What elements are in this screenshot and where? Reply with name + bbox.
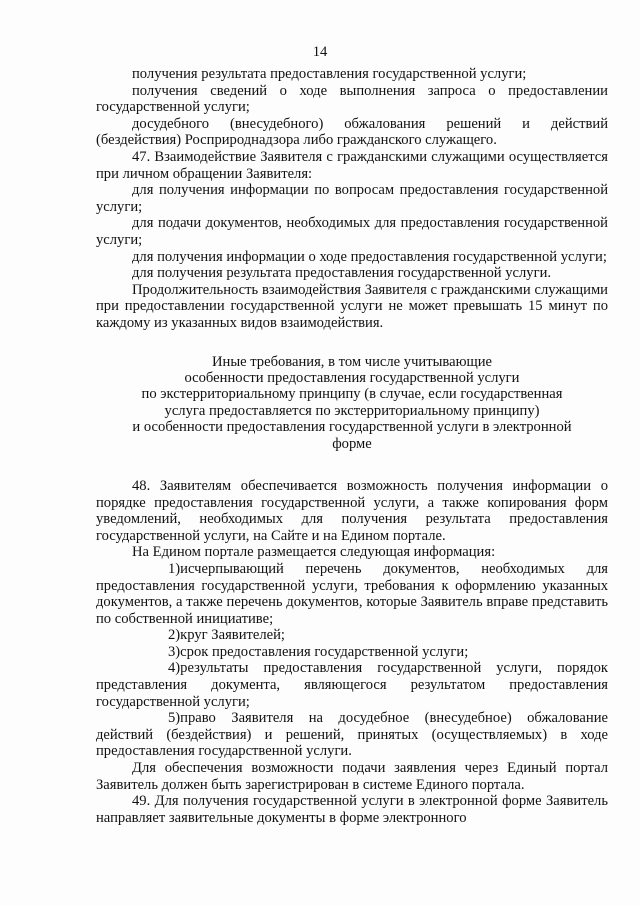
paragraph: для подачи документов, необходимых для предоставления государственной услуги; [96, 215, 608, 248]
list-item-number: 5) [168, 710, 181, 727]
paragraph: Для обеспечения возможности подачи заявления через Единый портал Заявитель должен быть зарегистрирован в системе Единого портала. [96, 760, 608, 793]
section-heading [96, 354, 608, 452]
list-item [96, 710, 608, 760]
list-item-number: 4) [168, 660, 181, 677]
document-body [96, 66, 608, 826]
paragraph: получения результата предоставления государственной услуги; [132, 66, 527, 82]
heading-line: Иные требования, в том числе учитывающие [211, 353, 493, 370]
list-item-text: исчерпывающий перечень документов, необходимых для предоставления государственной услуги, требования к оформлению указанных документов, а также перечень документов, которые Заявитель вправе представить по собственной инициативе; [96, 560, 608, 627]
heading-line: особенности предоставления государственной услуги [184, 369, 520, 386]
list-item [96, 561, 608, 627]
paragraph: досудебного (внесудебного) обжалования решений и действий (бездействия) Росприроднадзора либо гражданского служащего. [96, 115, 608, 149]
list-item [96, 627, 608, 644]
paragraph: получения сведений о ходе выполнения запроса о предоставлении государственной услуги; [96, 82, 608, 116]
list-item [96, 644, 608, 661]
paragraph: 48. Заявителям обеспечивается возможность получения информации о порядке предоставления государственной услуги, а также копирования форм уведомлений, необходимых для получения результата предоставления государственной услуги, на Сайте и на Едином портале. [96, 477, 608, 544]
list-item-text: право Заявителя на досудебное (внесудебное) обжалование действий (бездействия) и решений, принятых (осуществляемых) в ходе предоставления государственной услуги. [96, 710, 608, 760]
list-item-text: срок предоставления государственной услуги; [180, 643, 469, 660]
paragraph: для получения информации о ходе предоставления государственной услуги; [132, 248, 607, 265]
page-number: 14 [312, 44, 328, 60]
section-top [96, 66, 608, 332]
heading-line: услуга предоставляется по экстерриториальному принципу) [164, 402, 540, 419]
paragraph: для получения информации по вопросам предоставления государственной услуги; [96, 182, 608, 215]
list-item-number: 3) [168, 643, 181, 660]
list-item [96, 660, 608, 710]
paragraph: Продолжительность взаимодействия Заявителя с гражданскими служащими при предоставлении государственной услуги не может превышать 15 минут по каждому из указанных видов взаимодействия. [96, 281, 608, 331]
heading-line: по экстерриториальному принципу (в случае, если государственная [141, 386, 563, 403]
section-bottom [96, 478, 608, 826]
heading-line: и особенности предоставления государственной услуги в электронной [132, 419, 572, 436]
paragraph: для получения результата предоставления государственной услуги. [132, 265, 552, 282]
paragraph: На Едином портале размещается следующая информация: [132, 544, 496, 561]
heading-line: форме [332, 435, 372, 452]
list-item-number: 2) [168, 627, 181, 644]
paragraph: 49. Для получения государственной услуги в электронной форме Заявитель направляет заявительные документы в форме электронного [96, 793, 608, 826]
list-item-text: результаты предоставления государственной услуги, порядок представления документа, являющегося результатом предоставления государственной услуги; [96, 660, 608, 710]
list-item-number: 1) [168, 560, 181, 577]
paragraph: 47. Взаимодействие Заявителя с гражданскими служащими осуществляется при личном обращении Заявителя: [96, 148, 608, 182]
list-item-text: круг Заявителей; [180, 627, 285, 644]
